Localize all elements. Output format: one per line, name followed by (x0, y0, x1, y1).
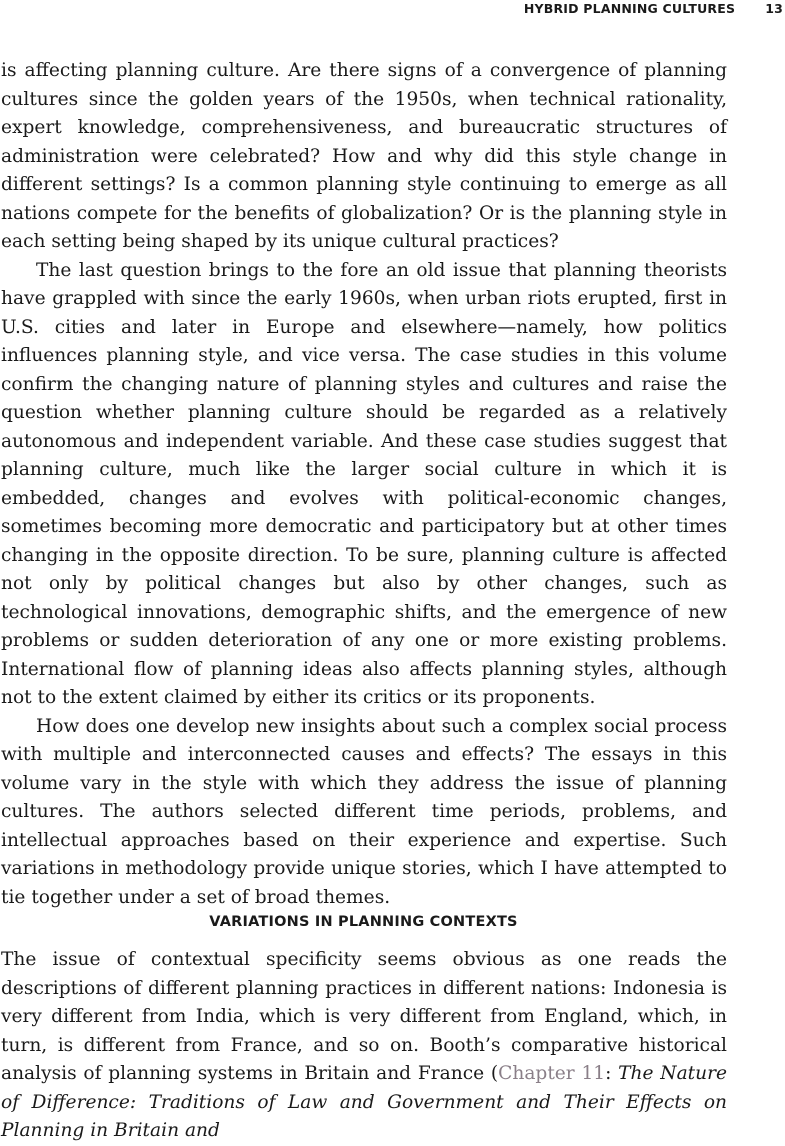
chapter-title-italic: The Nature of Difference: Traditions of Law and Government and Their Effects on Planning in Britain and (1, 1063, 727, 1141)
running-head-title: HYBRID PLANNING CULTURES (523, 0, 736, 16)
body-text (1, 57, 727, 912)
section-paragraph-lead: The issue of contextual specificity seems obvious as one reads the descriptions of different planning practices in different nations: Indonesia is very different from India, which is very different from England, which, in turn, is different from France, and so on. Booth’s comparative historical analysis of planning systems in Britain and France ( (1, 949, 727, 1084)
running-head (0, 0, 785, 16)
chapter-reference-link[interactable]: Chapter 11 (498, 1063, 606, 1084)
section-paragraph (1, 946, 727, 1146)
paragraph-2: The last question brings to the fore an old issue that planning theorists have grappled with since the early 1960s, when urban riots erupted, first in U.S. cities and later in Europe and elsewhere—namely, how politics influences planning style, and vice versa. The case studies in this volume confirm the changing nature of planning styles and cultures and raise the question whether planning culture should be regarded as a relatively autonomous and independent variable. And these case studies suggest that planning culture, much like the larger social culture in which it is embedded, changes and evolves with political-economic changes, sometimes becoming more democratic and participatory but at other times changing in the opposite direction. To be sure, planning culture is affected not only by political changes but also by other changes, such as technological innovations, demographic shifts, and the emergence of new problems or sudden deterioration of any one or more existing problems. International flow of planning ideas also affects planning styles, although not to the extent claimed by either its critics or its proponents. (1, 259, 727, 708)
colon-separator: : (605, 1063, 619, 1084)
page-number: 13 (765, 0, 783, 16)
section-heading: VARIATIONS IN PLANNING CONTEXTS (209, 914, 518, 930)
paragraph-1: is affecting planning culture. Are there signs of a convergence of planning cultures since the golden years of the 1950s, when technical rationality, expert knowledge, comprehensiveness, and bureaucratic structures of administration were celebrated? How and why did this style change in different settings? Is a common planning style continuing to emerge as all nations compete for the benefits of globalization? Or is the planning style in each setting being shaped by its unique cultural practices? (1, 60, 727, 252)
section-body (1, 946, 727, 1146)
paragraph-3: How does one develop new insights about such a complex social process with multiple and interconnected causes and effects? The essays in this volume vary in the style with which they address the issue of planning cultures. The authors selected different time periods, problems, and intellectual approaches based on their experience and expertise. Such variations in methodology provide unique stories, which I have attempted to tie together under a set of broad themes. (1, 715, 727, 908)
